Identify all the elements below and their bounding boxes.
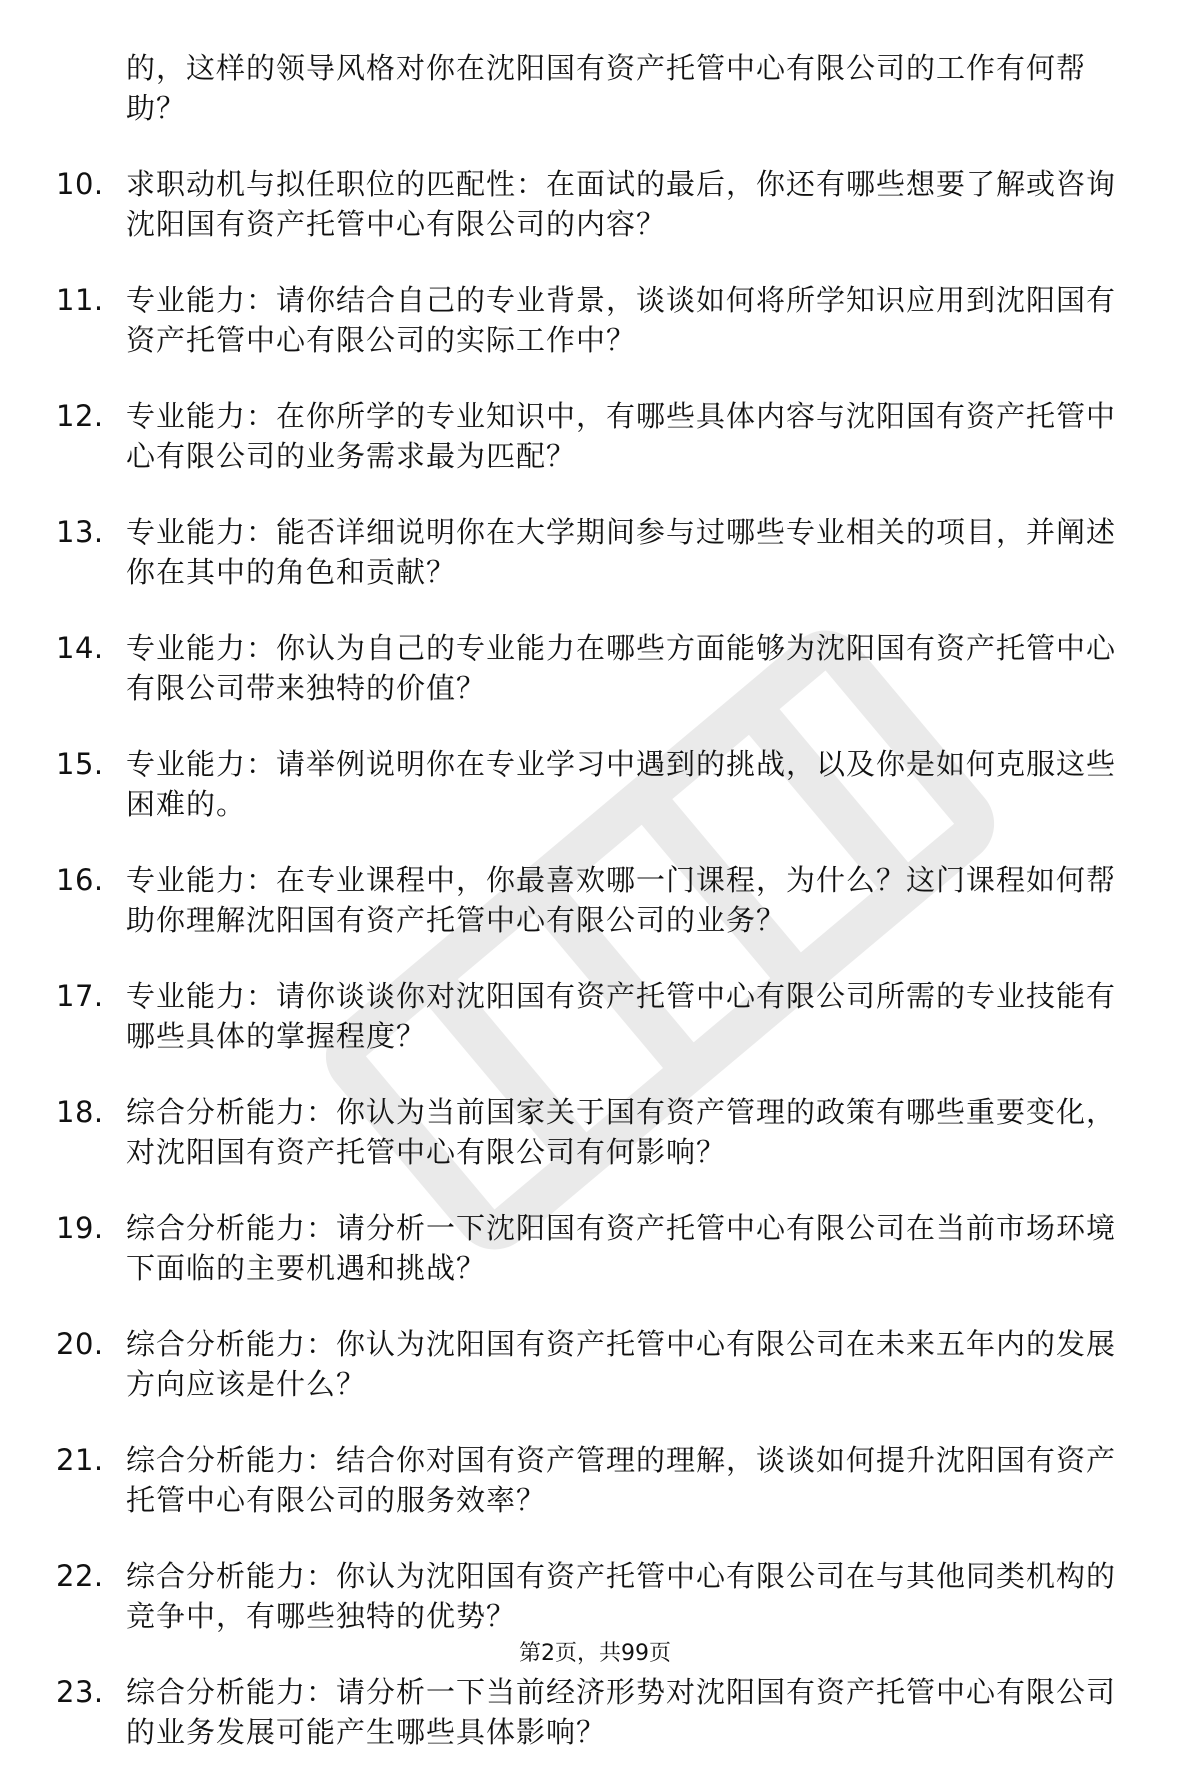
- list-item: [56, 1208, 1116, 1288]
- list-item: [56, 1556, 1116, 1636]
- list-item: [56, 744, 1116, 824]
- list-item: [56, 1440, 1116, 1520]
- list-item: [56, 280, 1116, 360]
- item-text: 综合分析能力：你认为沈阳国有资产托管中心有限公司在与其他同类机构的竞争中，有哪些独特的优势？: [126, 1559, 1117, 1633]
- item-text: 综合分析能力：请分析一下当前经济形势对沈阳国有资产托管中心有限公司的业务发展可能产生哪些具体影响？: [126, 1675, 1117, 1749]
- list-item: [56, 1092, 1116, 1172]
- list-item: [56, 48, 1116, 128]
- list-item: [56, 1672, 1116, 1752]
- list-item: [56, 164, 1116, 244]
- list-item: [56, 976, 1116, 1056]
- item-number: 20.: [56, 1327, 104, 1361]
- item-number: 17.: [56, 979, 104, 1013]
- question-list: [56, 48, 1116, 1788]
- item-number: 23.: [56, 1675, 104, 1709]
- item-number: 14.: [56, 631, 104, 665]
- list-item: [56, 628, 1116, 708]
- item-number: 11.: [56, 283, 104, 317]
- item-text: 专业能力：请你谈谈你对沈阳国有资产托管中心有限公司所需的专业技能有哪些具体的掌握程度？: [126, 979, 1117, 1053]
- item-text: 专业能力：请举例说明你在专业学习中遇到的挑战，以及你是如何克服这些困难的。: [126, 747, 1117, 821]
- item-number: 13.: [56, 515, 104, 549]
- item-number: 15.: [56, 747, 104, 781]
- item-text: 专业能力：你认为自己的专业能力在哪些方面能够为沈阳国有资产托管中心有限公司带来独特的价值？: [126, 631, 1117, 705]
- item-text: 综合分析能力：请分析一下沈阳国有资产托管中心有限公司在当前市场环境下面临的主要机遇和挑战？: [126, 1211, 1117, 1285]
- item-text: 专业能力：在专业课程中，你最喜欢哪一门课程，为什么？这门课程如何帮助你理解沈阳国有资产托管中心有限公司的业务？: [126, 863, 1117, 937]
- page-number: 第2页，共99页: [519, 1641, 671, 1666]
- list-item: [56, 1324, 1116, 1404]
- item-number: 16.: [56, 863, 104, 897]
- item-number: 18.: [56, 1095, 104, 1129]
- item-text: 综合分析能力：你认为沈阳国有资产托管中心有限公司在未来五年内的发展方向应该是什么？: [126, 1327, 1117, 1401]
- item-text: 专业能力：能否详细说明你在大学期间参与过哪些专业相关的项目，并阐述你在其中的角色和贡献？: [126, 515, 1117, 589]
- item-number: 19.: [56, 1211, 104, 1245]
- item-number: 10.: [56, 167, 104, 201]
- list-item: [56, 396, 1116, 476]
- list-item: [56, 860, 1116, 940]
- item-text: 综合分析能力：你认为当前国家关于国有资产管理的政策有哪些重要变化，对沈阳国有资产托管中心有限公司有何影响？: [126, 1095, 1117, 1169]
- item-text: 综合分析能力：结合你对国有资产管理的理解，谈谈如何提升沈阳国有资产托管中心有限公司的服务效率？: [126, 1443, 1117, 1517]
- item-number: 21.: [56, 1443, 104, 1477]
- item-number: 12.: [56, 399, 104, 433]
- item-text: 求职动机与拟任职位的匹配性：在面试的最后，你还有哪些想要了解或咨询沈阳国有资产托管中心有限公司的内容？: [126, 167, 1117, 241]
- item-number: 22.: [56, 1559, 104, 1593]
- item-text: 的，这样的领导风格对你在沈阳国有资产托管中心有限公司的工作有何帮助？: [126, 51, 1087, 125]
- item-text: 专业能力：请你结合自己的专业背景，谈谈如何将所学知识应用到沈阳国有资产托管中心有限公司的实际工作中？: [126, 283, 1117, 357]
- list-item: [56, 512, 1116, 592]
- item-text: 专业能力：在你所学的专业知识中，有哪些具体内容与沈阳国有资产托管中心有限公司的业务需求最为匹配？: [126, 399, 1117, 473]
